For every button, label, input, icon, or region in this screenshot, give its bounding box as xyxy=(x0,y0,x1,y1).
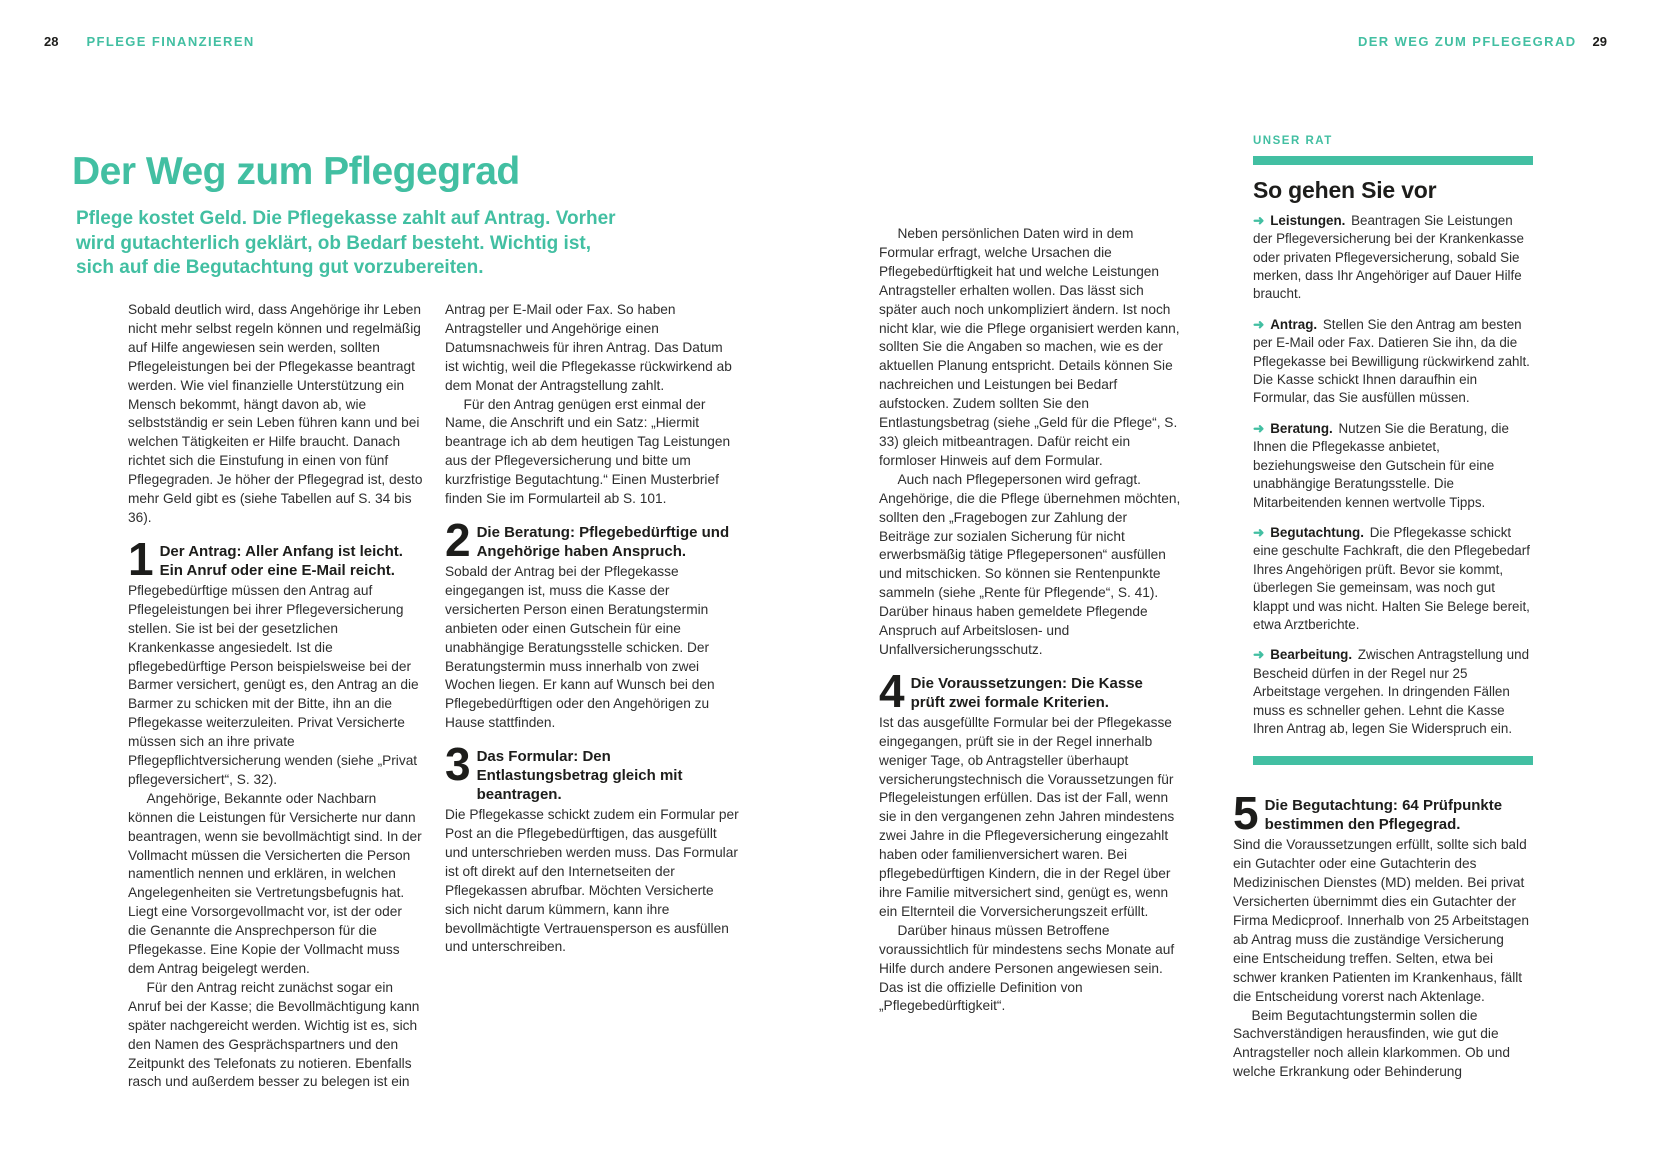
advice-box xyxy=(1253,132,1533,765)
accent-bar-bottom xyxy=(1253,756,1533,765)
page-number-right: 29 xyxy=(1592,34,1607,49)
advice-item-bearbeitung xyxy=(1253,646,1533,738)
chapter-label-right: DER WEG ZUM PFLEGEGRAD xyxy=(1357,34,1577,49)
paragraph: Darüber hinaus müssen Betroffene voraussichtlich für mindestens sechs Monate auf Hilfe durch andere Personen angewiesen sein. Das ist die offizielle Definition von „Pflegebedürftigkeit“. xyxy=(879,922,1175,1014)
page-number-left: 28 xyxy=(44,34,59,49)
sidebar-column xyxy=(1233,132,1533,1082)
intro-paragraph: Sobald deutlich wird, dass Angehörige ihr Leben nicht mehr selbst regeln können und regelmäßig auf Hilfe angewiesen sein werden, sollten Pflegeleistungen bei der Pflegekasse beantragt werden. Wie viel finanzielle Unterstützung ein Mensch bekommt, hängt davon ab, wie selbstständig er sein Leben führen kann und bei welchen Tätigkeiten er Hilfe braucht. Danach richtet sich die Einstufung in einen von fünf Pflegegraden. Je höher der Pflegegrad ist, desto mehr Geld gibt es (siehe Tabellen auf S. 34 bis 36). xyxy=(128,302,423,525)
running-head-right xyxy=(1358,34,1607,49)
paragraph: Die Pflegekasse schickt zudem ein Formular per Post an die Pflegebedürftigen, das ausgefüllt und unterschrieben werden muss. Das Formular ist oft direkt auf den Internetseiten der Pflegekassen abrufbar. Möchten Versicherte sich nicht darum kümmern, kann ihre bevollmächtigte Vertrauensperson es ausfüllen und unterschreiben. xyxy=(445,807,739,955)
section-2-title: Die Beratung: Pflegebedürftige und Angehörige haben Anspruch. xyxy=(476,523,730,560)
advice-box-heading: So gehen Sie vor xyxy=(1253,176,1437,203)
section-1-heading xyxy=(128,532,423,585)
advice-text: Zwischen Antragstellung und Bescheid dürfen in der Regel nur 25 Arbeitstage vergehen. In dringenden Fällen muss es schneller gehen. Lehnt die Kasse Ihren Antrag ab, legen Sie Widerspruch ein. xyxy=(1253,647,1530,736)
chapter-label-left: PFLEGE FINANZIEREN xyxy=(86,34,255,49)
arrow-icon: ➜ xyxy=(1253,420,1265,436)
section-1-number: 1 xyxy=(128,532,152,585)
section-3-number: 3 xyxy=(445,738,469,791)
page-title: Der Weg zum Pflegegrad xyxy=(72,150,520,194)
paragraph: Ist das ausgefüllte Formular bei der Pflegekasse eingegangen, prüft sie in der Regel innerhalb weniger Tage, ob Antragsteller überhaupt versicherungstechnisch die Voraussetzungen für Pflegeleistungen erfüllen. Das ist der Fall, wenn sie in den vergangenen zehn Jahren mindestens zwei Jahre in die Pflegeversicherung eingezahlt haben oder familienversichert waren. Bei pflegebedürftigen Kindern, die in der Regel über ihre Familie mitversichert sind, genügt es, wenn ein Elternteil die Vorversicherungszeit erfüllt. xyxy=(879,714,1175,919)
paragraph: Angehörige, Bekannte oder Nachbarn können die Leistungen für Versicherte nur dann beantragen, wenn sie bevollmächtigt sind. In der Vollmacht müssen die Versicherten die Person namentlich nennen und erklären, in welchen Angelegenheiten sie Vertretungsbefugnis hat. Liegt eine Vorsorgevollmacht vor, ist der oder die Genannte die Ansprechperson für die Pflegekasse. Eine Kopie der Vollmacht muss dem Antrag beigelegt werden. xyxy=(128,790,422,976)
arrow-icon: ➜ xyxy=(1253,212,1265,228)
advice-term: Antrag. xyxy=(1270,316,1318,332)
left-page-columns xyxy=(128,301,740,1101)
advice-box-label: UNSER RAT xyxy=(1253,135,1333,147)
paragraph: Sind die Voraussetzungen erfüllt, sollte sich bald ein Gutachter oder eine Gutachterin des Medizinischen Dienstes (MD) melden. Bei privat Versicherten übernimmt dies ein Gutachter der Firma Medicproof. Innerhalb von 25 Arbeitstagen ab Antrag muss die zuständige Versicherung eine Entscheidung treffen. Selten, etwa bei schwer kranken Patienten im Krankenhaus, fällt die Entscheidung vorerst nach Aktenlage. xyxy=(1233,837,1529,1004)
paragraph: Neben persönlichen Daten wird in dem Formular erfragt, welche Ursachen die Pflegebedürftigkeit hat und welche Leistungen Antragsteller erhalten wollen. Das lässt sich später auch noch unkompliziert ändern. Ist noch nicht klar, wie die Pflege organisiert werden kann, sollten Sie die Angaben so machen, wie es der aktuellen Planung entspricht. Details können Sie nachreichen und Leistungen bei Bedarf aufstocken. Zudem sollten Sie den Entlastungsbetrag (siehe „Geld für die Pflege“, S. 33) gleich mitbeantragen. Dafür reicht ein formloser Hinweis auf dem Formular. xyxy=(879,226,1180,468)
paragraph: Sobald der Antrag bei der Pflegekasse eingegangen ist, muss die Kasse der versicherten Person einen Beratungstermin anbieten oder einen Gutschein für eine unabhängige Beratungsstelle schicken. Der Beratungstermin muss innerhalb von zwei Wochen liegen. Er kann auf Wunsch bei den Pflegebedürftigen oder den Angehörigen zu Hause stattfinden. xyxy=(445,563,715,731)
advice-text: Beantragen Sie Leistungen der Pflegeversicherung bei der Krankenkasse oder privaten Pflegeversicherung, sobald Sie merken, dass Ihr Angehöriger auf Dauer Hilfe braucht. xyxy=(1253,212,1524,302)
advice-term: Beratung. xyxy=(1270,420,1333,436)
advice-term: Begutachtung. xyxy=(1270,524,1364,540)
advice-text: Stellen Sie den Antrag am besten per E-Mail oder Fax. Datieren Sie ihn, da die Pflegekasse bei Bewilligung rückwirkend zahlt. Die Kasse schickt Ihnen daraufhin ein Formular, das Sie ausfüllen müssen. xyxy=(1253,316,1530,406)
running-head-left xyxy=(44,34,255,49)
arrow-icon: ➜ xyxy=(1253,524,1265,540)
section-5-number: 5 xyxy=(1233,787,1257,840)
section-4-number: 4 xyxy=(879,664,903,717)
section-5 xyxy=(1233,787,1533,1082)
arrow-icon: ➜ xyxy=(1253,647,1265,663)
section-3-heading xyxy=(445,738,740,804)
right-page-column xyxy=(879,225,1181,1016)
advice-term: Leistungen. xyxy=(1270,212,1346,228)
advice-term: Bearbeitung. xyxy=(1270,647,1353,663)
paragraph: Pflegebedürftige müssen den Antrag auf Pflegeleistungen bei ihrer Pflegeversicherung stellen. Sie ist bei der gesetzlichen Krankenkasse angesiedelt. Ist die pflegebedürftige Person beispielsweise bei der Barmer versichert, genügt es, den Antrag an die Barmer zu schicken mit der Bitte, ihn an die Pflegekasse weiterzuleiten. Privat Versicherte müssen sich an ihre private Pflegepflichtversicherung wenden (siehe „Privat pflegeversichert“, S. 32). xyxy=(128,582,419,787)
paragraph: Auch nach Pflegepersonen wird gefragt. Angehörige, die die Pflege übernehmen möchten, sollten den „Fragebogen zur Zahlung der Beiträge zur sozialen Sicherung für nicht erwerbsmäßig tätige Pflegepersonen“ ausfüllen und mitschicken. So können sie Rentenpunkte sammeln (siehe „Rente für Pflegende“, S. 41). Darüber hinaus haben gemeldete Pflegende Anspruch auf Arbeitslosen- und Unfallversicherungsschutz. xyxy=(879,471,1181,657)
advice-item-begutachtung xyxy=(1253,524,1533,634)
section-3-title: Das Formular: Den Entlastungsbetrag gleich mit beantragen. xyxy=(476,748,683,804)
section-5-title: Die Begutachtung: 64 Prüfpunkte bestimmen den Pflegegrad. xyxy=(1264,797,1503,834)
section-2-heading xyxy=(445,513,740,566)
section-1-title: Der Antrag: Aller Anfang ist leicht. Ein Anruf oder eine E-Mail reicht. xyxy=(159,542,403,579)
advice-text: Die Pflegekasse schickt eine geschulte Fachkraft, die den Pflegebedarf Ihres Angehörigen prüft. Bevor sie kommt, überlegen Sie gemeinsam, was noch gut klappt und was nicht. Halten Sie Belege bereit, etwa Arztberichte. xyxy=(1253,524,1530,632)
paragraph: Für den Antrag reicht zunächst sogar ein Anruf bei der Kasse; die Bevollmächtigung kann später nachgereicht werden. Wichtig ist es, sich den Namen des Gesprächspartners und den Zeitpunkt des Telefonats zu notieren. Ebenfalls rasch und außerdem besser zu belegen ist ein Antrag per E-Mail oder Fax. So haben Antragsteller und Angehörige einen Datumsnachweis für ihren Antrag. Das Datum ist wichtig, weil die Pflegekasse rückwirkend ab dem Monat der Antragstellung zahlt. xyxy=(128,302,732,1090)
section-5-heading xyxy=(1233,787,1533,840)
accent-bar-top xyxy=(1253,156,1533,165)
section-2-number: 2 xyxy=(445,513,469,566)
section-4-heading xyxy=(879,664,1181,717)
article-subtitle: Pflege kostet Geld. Die Pflegekasse zahlt auf Antrag. Vorher wird gutachterlich geklärt, ob Bedarf besteht. Wichtig ist, sich auf die Begutachtung gut vorzubereiten. xyxy=(76,208,616,278)
arrow-icon: ➜ xyxy=(1253,316,1265,332)
paragraph: Für den Antrag genügen erst einmal der Name, die Anschrift und ein Satz: „Hiermit beantrage ich ab dem heutigen Tag Leistungen aus der Pflegeversicherung und bitte um kurzfristige Begutachtung.“ Einen Musterbrief finden Sie im Formularteil ab S. 101. xyxy=(445,396,731,507)
advice-item-antrag xyxy=(1253,316,1533,408)
paragraph: Beim Begutachtungstermin sollen die Sachverständigen herausfinden, wie gut die Antragsteller noch allein klarkommen. Ob und welche Erkrankung oder Behinderung xyxy=(1233,1007,1510,1080)
advice-text: Nutzen Sie die Beratung, die Ihnen die Pflegekasse anbietet, beziehungsweise den Gutschein für eine unabhängige Beratungsstelle. Die Mitarbeitenden kennen wertvolle Tipps. xyxy=(1253,420,1509,510)
advice-item-beratung xyxy=(1253,420,1533,512)
section-4-title: Die Voraussetzungen: Die Kasse prüft zwei formale Kriterien. xyxy=(910,674,1143,711)
advice-item-leistungen xyxy=(1253,212,1533,304)
